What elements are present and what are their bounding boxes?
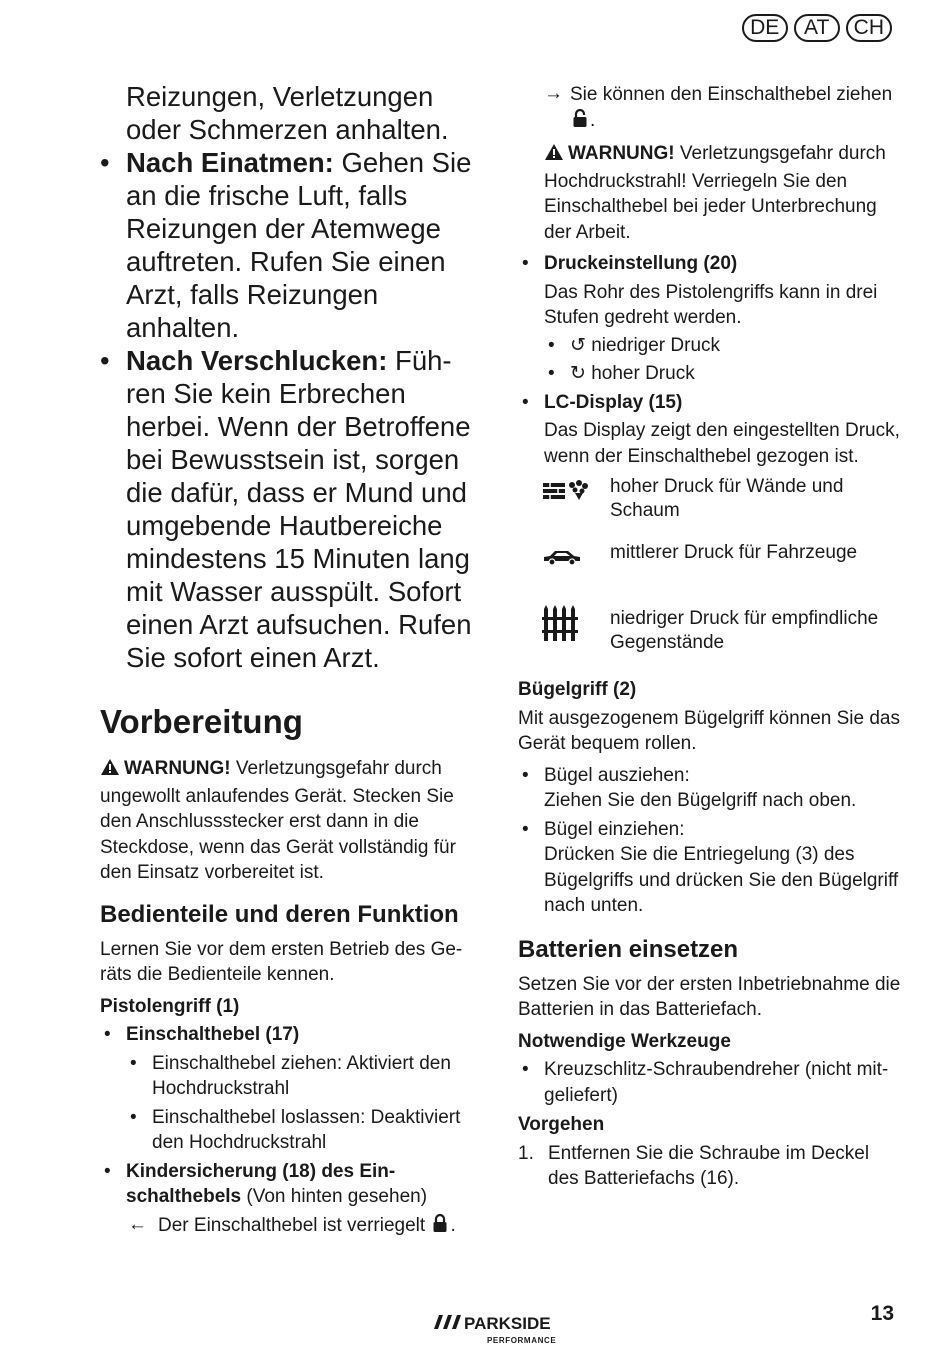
country-badge-de: DE xyxy=(742,14,788,42)
list-item xyxy=(100,146,482,344)
bullet: • xyxy=(100,345,110,376)
list-item xyxy=(518,251,902,277)
warning-icon xyxy=(544,143,564,169)
left-column xyxy=(100,80,482,1240)
locked-text: Der Einschalthebel ist verriegelt xyxy=(158,1214,426,1236)
unlock-text: Sie können den Einschalthebel ziehen xyxy=(570,84,893,105)
list-item xyxy=(518,817,902,919)
procedure-list xyxy=(518,1141,902,1192)
bullet: • xyxy=(130,1106,137,1128)
list-item xyxy=(100,344,482,674)
logo-sub: PERFORMANCE xyxy=(487,1336,557,1345)
pistol-heading: Pistolengriff (1) xyxy=(100,995,240,1017)
pressure-list xyxy=(518,251,902,277)
warning-label: WARNUNG! xyxy=(568,143,675,164)
intro-text: Reizungen, Verletzungen oder Schmerzen anhalten. xyxy=(126,81,449,145)
list-item xyxy=(100,1051,482,1102)
lcd-row-medium xyxy=(518,541,902,607)
list-item-text: Drücken Sie die Entriegelung (3) des Bügelgriffs und drücken Sie den Bügelgriff nach unten. xyxy=(544,844,899,916)
lcd-row-high xyxy=(518,475,902,541)
list-item xyxy=(518,1141,902,1192)
list-item-text: Einschalthebel loslassen: Deaktiviert den Hochdruckstrahl xyxy=(152,1106,461,1153)
step-number: 1. xyxy=(518,1142,534,1164)
lcd-list xyxy=(518,390,902,416)
fence-icon xyxy=(542,605,578,648)
pressure-levels xyxy=(518,333,902,387)
period: . xyxy=(450,1214,456,1236)
rotate-ccw-icon: ↺ xyxy=(570,334,586,356)
childlock-heading: Kindersicherung (18) des Einschalthebels xyxy=(126,1160,396,1207)
lcd-row-low xyxy=(518,607,902,673)
handle-heading: Bügelgriff (2) xyxy=(518,679,637,700)
list-item-text: Ziehen Sie den Bügelgriff nach oben. xyxy=(544,790,857,811)
list-item-label: Bügel ausziehen: xyxy=(544,764,690,786)
trigger-list xyxy=(100,1051,482,1156)
lcd-heading: LC-Display (15) xyxy=(544,391,683,413)
bullet: • xyxy=(104,1160,111,1182)
list-item-text: Kreuzschlitz-Schraubendreher (nicht mitgeliefert) xyxy=(544,1059,889,1106)
section-title: Vorbereitung xyxy=(100,703,303,740)
lock-closed-icon xyxy=(432,1213,448,1241)
list-item xyxy=(100,1105,482,1156)
country-badge-ch: CH xyxy=(846,14,892,42)
pressure-heading: Druckeinstellung (20) xyxy=(544,253,738,274)
bullet: • xyxy=(522,764,529,786)
list-item-text: Gehen Sie an die frische Luft, falls Reizungen der Atemwege auftreten. Rufen Sie einen Arzt, falls Reizungen anhalten. xyxy=(126,147,472,343)
bullet: • xyxy=(100,147,110,178)
warning-paragraph xyxy=(100,756,482,886)
list-item xyxy=(518,390,902,416)
warning-paragraph xyxy=(518,141,902,245)
lcd-row-text: niedriger Druck für empfindliche Gegenstände xyxy=(610,608,879,653)
list-item xyxy=(518,361,902,387)
list-item xyxy=(518,333,902,359)
handle-list xyxy=(518,763,902,919)
country-badge-at: AT xyxy=(794,14,840,42)
wall-foam-icon xyxy=(542,479,590,506)
list-item-label: Nach Einatmen: xyxy=(126,147,334,178)
pressure-text: Das Rohr des Pistolengriffs kann in drei Stufen gedreht werden. xyxy=(544,281,878,328)
subsection-text: Lernen Sie vor dem ersten Betrieb des Geräts die Bedienteile kennen. xyxy=(100,938,463,985)
tools-heading: Notwendige Werkzeuge xyxy=(518,1030,731,1052)
childlock-note: (Von hinten gesehen) xyxy=(241,1186,428,1207)
subsection-title: Bedienteile und deren Funktion xyxy=(100,900,459,928)
list-item-text: Einschalthebel ziehen: Aktiviert den Hochdruckstrahl xyxy=(152,1052,451,1099)
rotate-cw-icon: ↻ xyxy=(570,363,586,384)
lock-open-icon xyxy=(572,108,588,136)
battery-text: Setzen Sie vor der ersten Inbetriebnahme die Batterien in das Batteriefach. xyxy=(518,973,901,1020)
page-number: 13 xyxy=(870,1302,894,1325)
unlock-line xyxy=(518,82,902,135)
warning-label: WARNUNG! xyxy=(124,758,231,779)
childlock-list xyxy=(100,1159,482,1210)
list-item-text: hoher Druck xyxy=(591,363,695,384)
bullet: • xyxy=(522,818,529,840)
period: . xyxy=(590,109,596,131)
trigger-heading: Einschalthebel (17) xyxy=(126,1024,300,1045)
procedure-heading: Vorgehen xyxy=(518,1114,605,1135)
bullet: • xyxy=(130,1052,137,1074)
lcd-row-text: mittlerer Druck für Fahrzeuge xyxy=(610,542,858,563)
list-item xyxy=(100,1022,482,1048)
warning-text: Verletzungsgefahr durch Hochdruckstrahl! Verriegeln Sie den Einschalthebel bei jeder Unterbrechung der Arbeit. xyxy=(544,143,886,243)
bullet: • xyxy=(104,1024,111,1045)
car-icon xyxy=(542,547,582,572)
country-badges xyxy=(742,14,892,42)
lcd-text: Das Display zeigt den eingestellten Druck, wenn der Einschalthebel gezogen ist. xyxy=(544,420,900,467)
warning-text: Verletzungsgefahr durch ungewollt anlaufendes Gerät. Stecken Sie den Anschlussstecker erst dann in die Steckdose, wenn das Gerät vollständig für den Einsatz vorbereitet ist. xyxy=(100,758,456,883)
lcd-row-text: hoher Druck für Wände und Schaum xyxy=(610,476,844,521)
bullet: • xyxy=(548,334,555,356)
list-item-label: Bügel einziehen: xyxy=(544,818,685,840)
list-item-text: Führen Sie kein Erbrechen herbei. Wenn der Betroffene bei Bewusstsein ist, sorgen die dafür, dass er Mund und umgebende Hautbereiche mindestens 15 Minuten lang mit Wasser ausspült. Sofort einen Arzt aufsuchen. Rufen Sie sofort einen Arzt. xyxy=(126,345,472,673)
arrow-right-icon: → xyxy=(544,83,563,104)
tools-list xyxy=(518,1057,902,1108)
arrow-left-icon: ← xyxy=(128,1213,147,1235)
handle-text: Mit ausgezogenem Bügelgriff können Sie das Gerät bequem rollen. xyxy=(518,707,901,754)
list-item-text: Entfernen Sie die Schraube im Deckel des Batteriefachs (16). xyxy=(548,1142,870,1189)
logo-brand: PARKSIDE xyxy=(464,1314,551,1333)
list-item xyxy=(100,1159,482,1210)
list-item-label: Nach Verschlucken: xyxy=(126,345,388,376)
battery-title: Batterien einsetzen xyxy=(518,935,739,963)
list-item xyxy=(518,763,902,814)
list-item-text: niedriger Druck xyxy=(591,334,721,356)
first-aid-list xyxy=(100,146,482,674)
pistol-list xyxy=(100,1022,482,1048)
bullet: • xyxy=(522,253,529,274)
list-item xyxy=(518,1057,902,1108)
locked-line xyxy=(100,1213,482,1241)
bullet: • xyxy=(548,363,555,384)
bullet: • xyxy=(522,391,529,413)
right-column xyxy=(518,82,902,1192)
warning-icon xyxy=(100,758,120,784)
parkside-logo xyxy=(431,1309,581,1349)
bullet: • xyxy=(522,1059,529,1080)
